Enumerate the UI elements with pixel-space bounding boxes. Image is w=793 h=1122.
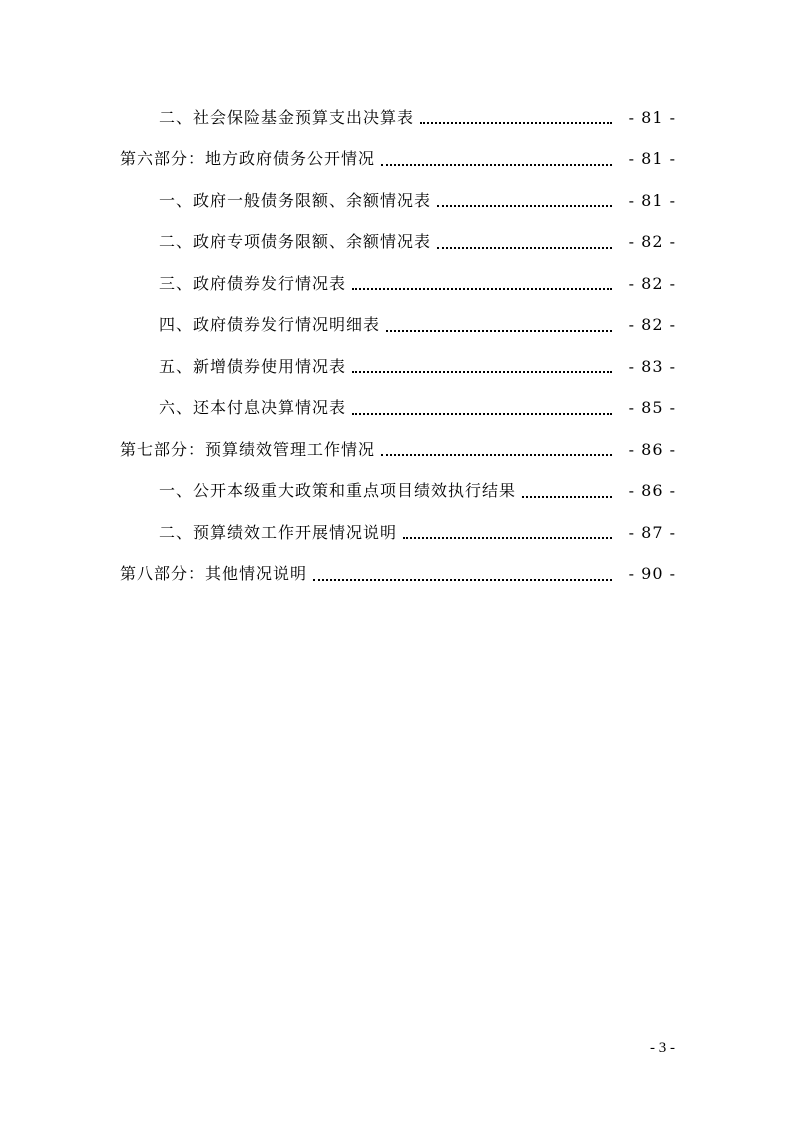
toc-dot-leader xyxy=(437,204,612,207)
toc-entry-page: - 81 - xyxy=(628,190,676,210)
toc-dot-leader xyxy=(403,536,612,539)
toc-entry[interactable] xyxy=(0,180,793,222)
toc-dot-leader xyxy=(522,495,612,498)
toc-entry[interactable] xyxy=(0,388,793,430)
toc-entry-page: - 86 - xyxy=(628,481,676,501)
table-of-contents xyxy=(0,97,793,595)
toc-entry-title: 第六部分：地方政府债务公开情况 xyxy=(120,149,376,169)
toc-entry-page: - 82 - xyxy=(628,315,676,335)
toc-entry-title: 第八部分：其他情况说明 xyxy=(120,564,308,584)
toc-entry[interactable] xyxy=(0,554,793,596)
toc-dot-leader xyxy=(313,578,612,581)
toc-entry-page: - 85 - xyxy=(628,398,676,418)
page-number: - 3 - xyxy=(650,1040,675,1056)
toc-entry-title: 二、政府专项债务限额、余额情况表 xyxy=(159,232,432,252)
toc-entry-title: 五、新增债券使用情况表 xyxy=(159,356,347,376)
toc-entry[interactable] xyxy=(0,512,793,554)
toc-entry-title: 一、公开本级重大政策和重点项目绩效执行结果 xyxy=(159,481,517,501)
toc-entry-page: - 83 - xyxy=(628,356,676,376)
toc-dot-leader xyxy=(352,287,612,290)
toc-entry[interactable] xyxy=(0,139,793,181)
toc-entry-title: 三、政府债券发行情况表 xyxy=(159,273,347,293)
toc-entry-page: - 81 - xyxy=(628,149,676,169)
toc-entry[interactable] xyxy=(0,263,793,305)
toc-entry[interactable] xyxy=(0,97,793,139)
toc-dot-leader xyxy=(420,121,612,124)
toc-entry-title: 六、还本付息决算情况表 xyxy=(159,398,347,418)
toc-entry[interactable] xyxy=(0,222,793,264)
toc-dot-leader xyxy=(386,329,612,332)
toc-dot-leader xyxy=(381,453,612,456)
toc-entry-page: - 82 - xyxy=(628,273,676,293)
toc-entry-page: - 81 - xyxy=(628,107,676,127)
toc-dot-leader xyxy=(352,370,612,373)
toc-entry[interactable] xyxy=(0,429,793,471)
toc-dot-leader xyxy=(437,246,612,249)
toc-entry-page: - 82 - xyxy=(628,232,676,252)
toc-entry-page: - 87 - xyxy=(628,522,676,542)
toc-entry-page: - 86 - xyxy=(628,439,676,459)
toc-entry[interactable] xyxy=(0,346,793,388)
toc-dot-leader xyxy=(381,163,612,166)
toc-entry-title: 二、预算绩效工作开展情况说明 xyxy=(159,522,398,542)
toc-entry[interactable] xyxy=(0,305,793,347)
toc-entry-title: 二、社会保险基金预算支出决算表 xyxy=(159,107,415,127)
toc-entry-title: 第七部分：预算绩效管理工作情况 xyxy=(120,439,376,459)
toc-entry-title: 一、政府一般债务限额、余额情况表 xyxy=(159,190,432,210)
toc-dot-leader xyxy=(352,412,612,415)
toc-entry[interactable] xyxy=(0,471,793,513)
toc-entry-title: 四、政府债券发行情况明细表 xyxy=(159,315,381,335)
toc-entry-page: - 90 - xyxy=(628,564,676,584)
